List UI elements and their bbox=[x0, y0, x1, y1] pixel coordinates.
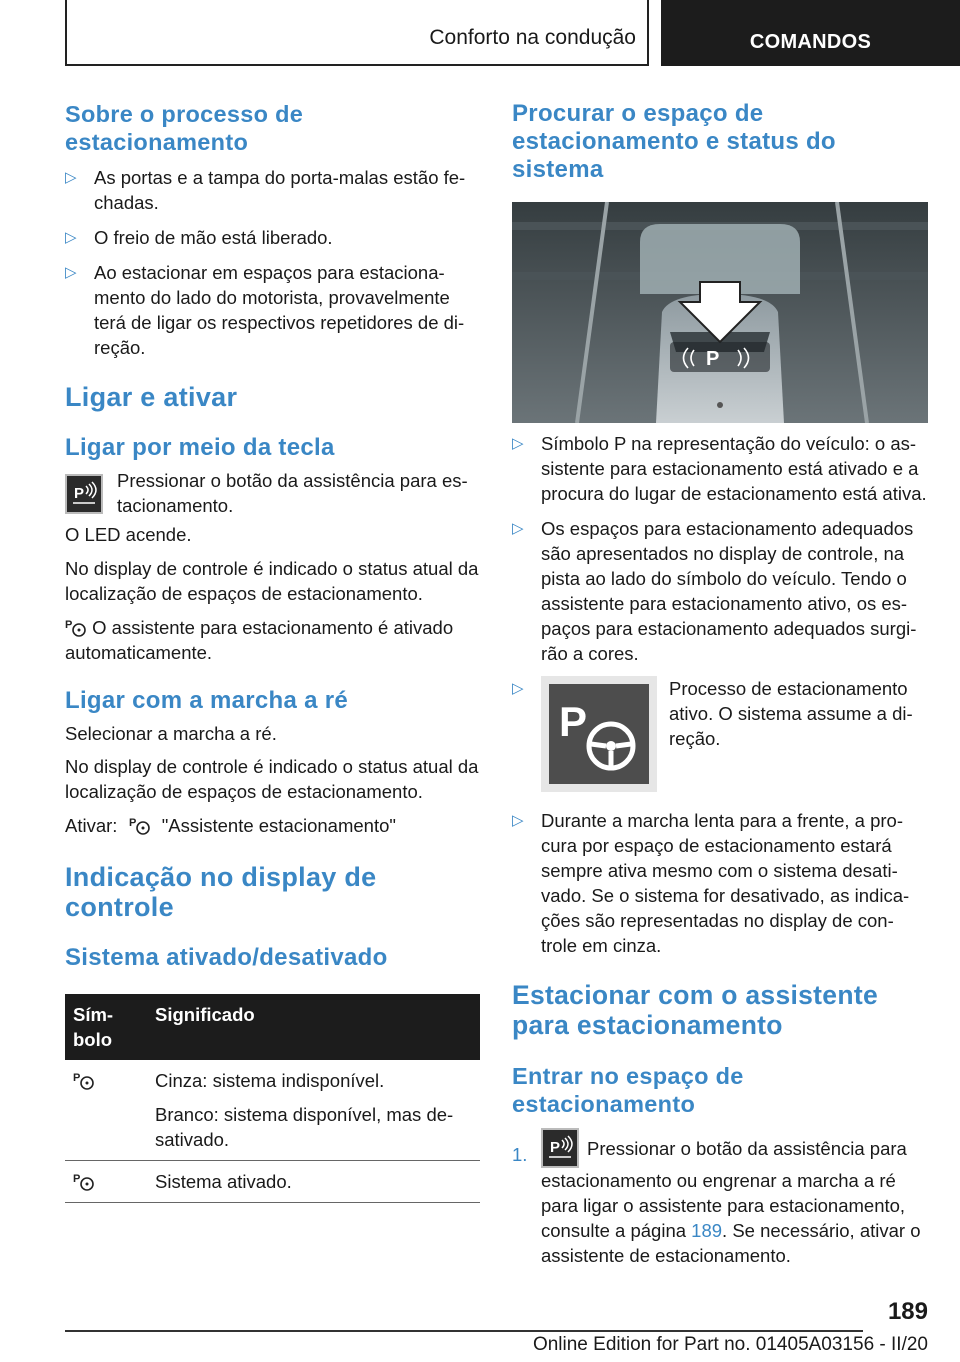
control-display-illustration bbox=[512, 202, 928, 423]
triangle-bullet-icon: ▷ bbox=[512, 812, 524, 829]
svg-text:P: P bbox=[65, 619, 73, 631]
list-item: ▷ O freio de mão está liberado. bbox=[65, 227, 333, 248]
triangle-bullet-icon: ▷ bbox=[65, 264, 77, 281]
step-1 bbox=[512, 1128, 928, 1268]
list-item: ▷ As portas e a tampa do porta-malas estão fe-chadas. bbox=[65, 167, 466, 213]
table-cell-text: Sistema ativado. bbox=[147, 1161, 480, 1203]
header-rule-right bbox=[647, 0, 649, 66]
footer-rule bbox=[65, 1330, 863, 1332]
table-cell-text: Branco: sistema disponível, mas de-sativado. bbox=[155, 1104, 454, 1150]
parking-steering-active-icon bbox=[73, 1170, 95, 1192]
process-list bbox=[65, 165, 480, 360]
triangle-bullet-icon: ▷ bbox=[65, 169, 77, 186]
heading-sistema: Sistema ativado/desativado bbox=[65, 944, 388, 971]
parking-steering-icon bbox=[73, 1069, 95, 1091]
status-list bbox=[512, 431, 928, 958]
page-reference-link[interactable]: 189 bbox=[691, 1220, 723, 1241]
parking-assist-button-icon bbox=[541, 1128, 579, 1168]
table-header-symbol: Sím-bolo bbox=[65, 994, 147, 1060]
select-reverse-text: Selecionar a marcha a ré. bbox=[65, 723, 277, 744]
table-cell-text: Cinza: sistema indisponível. bbox=[155, 1070, 385, 1091]
parking-steering-large-icon bbox=[549, 684, 649, 784]
svg-text:P: P bbox=[128, 817, 136, 829]
press-button-text: Pressionar o botão da assistência para es-tacionamento. bbox=[117, 470, 468, 516]
parking-active-symbol-frame bbox=[541, 676, 657, 792]
symbol-table bbox=[65, 994, 480, 1203]
heading-marcha-re: Ligar com a marcha a ré bbox=[65, 687, 349, 714]
auto-activated-text: P O assistente para estacionamento é ativado automaticamente. bbox=[65, 617, 454, 663]
header-section-title: Conforto na condução bbox=[429, 26, 636, 49]
table-row bbox=[65, 1060, 480, 1161]
header-rule-bottom bbox=[65, 64, 649, 66]
list-item: ▷ Os espaços para estacionamento adequados são apresentados no display de controle, na pista ao lado do símbolo do veículo. Tendo o assistente para estacionamento ativo, os es-paços para estacionamento adequados surgi-rão a cores. bbox=[512, 518, 917, 664]
parking-steering-icon bbox=[65, 616, 87, 638]
display-status-text-2: No display de controle é indicado o status atual da localização de espaços de estacionamento. bbox=[65, 756, 479, 802]
page-number: 189 bbox=[887, 1298, 928, 1325]
list-item: ▷ Ao estacionar em espaços para estaciona-mento do lado do motorista, provavelmente terá de ligar os respectivos repetidores de di-reção. bbox=[65, 262, 465, 358]
left-column bbox=[65, 100, 480, 1203]
activate-line: Ativar: P "Assistente estacionamento" bbox=[65, 815, 396, 836]
list-item: ▷ P Processo de estacionamento ativo. O sistema assume a di-reção. bbox=[512, 676, 928, 792]
led-text: O LED acende. bbox=[65, 524, 192, 545]
svg-text:P: P bbox=[74, 485, 85, 502]
display-status-text: No display de controle é indicado o status atual da localização de espaços de estacionamento. bbox=[65, 558, 479, 604]
header-chapter-tab: COMANDOS bbox=[661, 0, 960, 66]
triangle-bullet-icon: ▷ bbox=[65, 229, 77, 246]
table-row bbox=[65, 1161, 480, 1203]
list-item: ▷ Durante a marcha lenta para a frente, a pro-cura por espaço de estacionamento estará sempre ativa mesmo com o sistema desati-vado. Se o sistema for desativado, as indica-ções são representadas no display de con-trole em cinza. bbox=[512, 810, 910, 956]
list-item: ▷ Símbolo P na representação do veículo: o as-sistente para estacionamento está ativado e a procura do lugar de estacionamento está ativa. bbox=[512, 433, 927, 504]
table-header-meaning: Significado bbox=[147, 994, 480, 1060]
parking-assist-button-icon bbox=[65, 474, 103, 514]
triangle-bullet-icon: ▷ bbox=[512, 435, 524, 452]
parking-view-image bbox=[512, 202, 928, 423]
heading-ligar: Ligar e ativar bbox=[65, 382, 238, 412]
heading-process: Sobre o processo de estacionamento bbox=[65, 101, 304, 155]
heading-ligar-tecla: Ligar por meio da tecla bbox=[65, 434, 335, 461]
right-column bbox=[512, 100, 928, 1268]
heading-procurar: Procurar o espaço de estacionamento e status do sistema bbox=[512, 100, 836, 183]
svg-text:P: P bbox=[559, 698, 588, 745]
parking-steering-icon bbox=[129, 814, 151, 836]
heading-indicacao: Indicação no display de controle bbox=[65, 862, 377, 922]
footer-edition: Online Edition for Part no. 01405A03156 - II/20 bbox=[532, 1334, 928, 1355]
svg-text:P: P bbox=[550, 1139, 561, 1156]
triangle-bullet-icon: ▷ bbox=[512, 680, 524, 697]
triangle-bullet-icon: ▷ bbox=[512, 520, 524, 537]
heading-entrar: Entrar no espaço de estacionamento bbox=[512, 1063, 744, 1117]
step-number: 1. bbox=[512, 1144, 528, 1165]
press-button-block bbox=[65, 468, 480, 518]
step-text: P Pressionar o botão da assistência para estacionamento ou engrenar a marcha a ré para ligar o assistente para estacionamento, consulte a página 189. Se necessário, ativar o assistente de estacionamento. bbox=[541, 1128, 928, 1268]
svg-text:P: P bbox=[73, 1072, 81, 1084]
heading-estacionar: Estacionar com o assistente para estacionamento bbox=[512, 980, 878, 1040]
svg-text:P: P bbox=[73, 1173, 81, 1185]
svg-text:P: P bbox=[706, 348, 720, 370]
